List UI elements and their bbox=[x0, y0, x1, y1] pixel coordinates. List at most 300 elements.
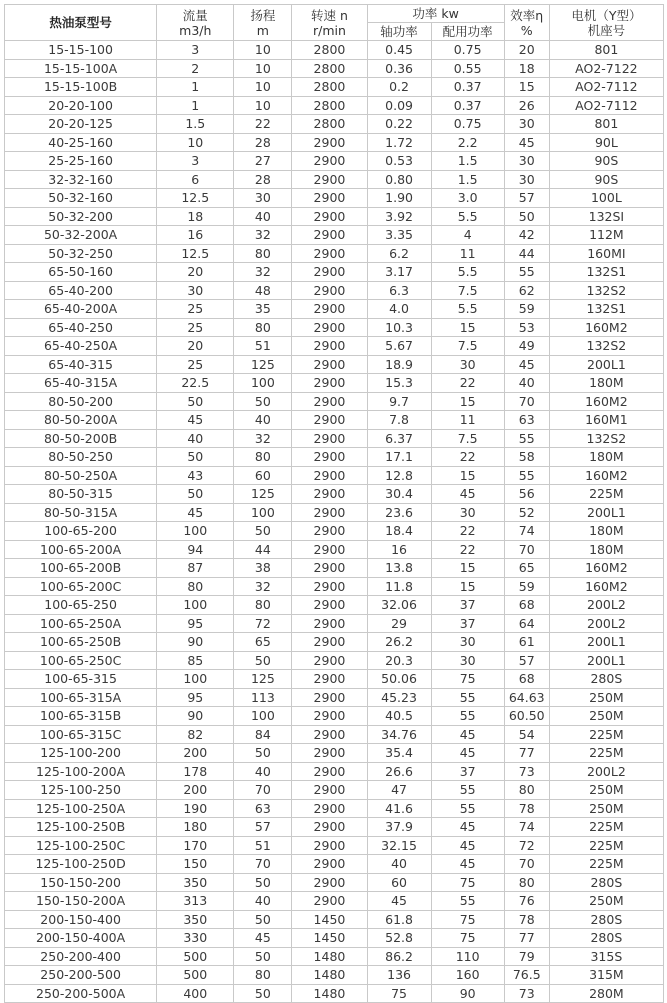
matched-power-cell: 22 bbox=[431, 374, 504, 393]
head-cell: 113 bbox=[234, 688, 292, 707]
shaft-power-cell: 30.4 bbox=[367, 485, 431, 504]
model-cell: 20-20-125 bbox=[5, 115, 157, 134]
table-row bbox=[5, 762, 664, 781]
matched-power-cell: 45 bbox=[431, 744, 504, 763]
matched-power-cell: 15 bbox=[431, 559, 504, 578]
matched-power-cell: 160 bbox=[431, 966, 504, 985]
head-cell: 50 bbox=[234, 873, 292, 892]
head-cell: 80 bbox=[234, 966, 292, 985]
matched-power-cell: 55 bbox=[431, 781, 504, 800]
table-row bbox=[5, 503, 664, 522]
shaft-power-cell: 18.4 bbox=[367, 522, 431, 541]
shaft-power-cell: 13.8 bbox=[367, 559, 431, 578]
shaft-power-cell: 45 bbox=[367, 892, 431, 911]
efficiency-cell: 68 bbox=[504, 670, 549, 689]
shaft-power-cell: 3.92 bbox=[367, 207, 431, 226]
speed-cell: 2900 bbox=[292, 448, 367, 467]
head-cell: 125 bbox=[234, 485, 292, 504]
flow-cell: 45 bbox=[157, 411, 234, 430]
table-row bbox=[5, 411, 664, 430]
efficiency-cell: 62 bbox=[504, 281, 549, 300]
head-cell: 100 bbox=[234, 374, 292, 393]
head-cell: 28 bbox=[234, 170, 292, 189]
motor-frame-cell: 160M2 bbox=[549, 577, 663, 596]
shaft-power-cell: 6.3 bbox=[367, 281, 431, 300]
shaft-power-cell: 11.8 bbox=[367, 577, 431, 596]
motor-frame-cell: 180M bbox=[549, 374, 663, 393]
shaft-power-cell: 0.53 bbox=[367, 152, 431, 171]
efficiency-cell: 65 bbox=[504, 559, 549, 578]
motor-frame-cell: 180M bbox=[549, 448, 663, 467]
table-row bbox=[5, 559, 664, 578]
table-row bbox=[5, 818, 664, 837]
speed-cell: 2900 bbox=[292, 503, 367, 522]
header-flow bbox=[157, 5, 234, 41]
header-efficiency-unit: % bbox=[520, 22, 533, 38]
head-cell: 50 bbox=[234, 984, 292, 1003]
header-shaft-power: 轴功率 bbox=[367, 23, 431, 41]
efficiency-cell: 58 bbox=[504, 448, 549, 467]
efficiency-cell: 57 bbox=[504, 651, 549, 670]
speed-cell: 2900 bbox=[292, 522, 367, 541]
flow-cell: 1.5 bbox=[157, 115, 234, 134]
model-cell: 80-50-315A bbox=[5, 503, 157, 522]
speed-cell: 2900 bbox=[292, 855, 367, 874]
matched-power-cell: 0.55 bbox=[431, 59, 504, 78]
efficiency-cell: 56 bbox=[504, 485, 549, 504]
matched-power-cell: 37 bbox=[431, 596, 504, 615]
flow-cell: 12.5 bbox=[157, 244, 234, 263]
table-row bbox=[5, 263, 664, 282]
speed-cell: 2900 bbox=[292, 540, 367, 559]
efficiency-cell: 15 bbox=[504, 78, 549, 97]
head-cell: 27 bbox=[234, 152, 292, 171]
flow-cell: 94 bbox=[157, 540, 234, 559]
shaft-power-cell: 0.45 bbox=[367, 41, 431, 60]
efficiency-cell: 20 bbox=[504, 41, 549, 60]
matched-power-cell: 37 bbox=[431, 762, 504, 781]
model-cell: 65-40-315 bbox=[5, 355, 157, 374]
speed-cell: 2900 bbox=[292, 818, 367, 837]
efficiency-cell: 30 bbox=[504, 115, 549, 134]
head-cell: 57 bbox=[234, 818, 292, 837]
table-row bbox=[5, 78, 664, 97]
shaft-power-cell: 75 bbox=[367, 984, 431, 1003]
table-row bbox=[5, 374, 664, 393]
header-speed-label: 转速 n bbox=[311, 7, 348, 23]
flow-cell: 1 bbox=[157, 78, 234, 97]
header-flow-label: 流量 bbox=[182, 7, 208, 23]
matched-power-cell: 90 bbox=[431, 984, 504, 1003]
speed-cell: 2800 bbox=[292, 96, 367, 115]
shaft-power-cell: 50.06 bbox=[367, 670, 431, 689]
table-row bbox=[5, 947, 664, 966]
speed-cell: 2900 bbox=[292, 318, 367, 337]
flow-cell: 330 bbox=[157, 929, 234, 948]
model-cell: 125-100-250A bbox=[5, 799, 157, 818]
table-row bbox=[5, 244, 664, 263]
speed-cell: 2900 bbox=[292, 170, 367, 189]
matched-power-cell: 75 bbox=[431, 929, 504, 948]
efficiency-cell: 30 bbox=[504, 170, 549, 189]
table-row bbox=[5, 836, 664, 855]
flow-cell: 350 bbox=[157, 873, 234, 892]
motor-frame-cell: 280S bbox=[549, 873, 663, 892]
model-cell: 100-65-200A bbox=[5, 540, 157, 559]
flow-cell: 16 bbox=[157, 226, 234, 245]
speed-cell: 2900 bbox=[292, 411, 367, 430]
flow-cell: 200 bbox=[157, 781, 234, 800]
head-cell: 44 bbox=[234, 540, 292, 559]
motor-frame-cell: 250M bbox=[549, 892, 663, 911]
speed-cell: 2900 bbox=[292, 614, 367, 633]
shaft-power-cell: 32.15 bbox=[367, 836, 431, 855]
table-row bbox=[5, 133, 664, 152]
table-row bbox=[5, 226, 664, 245]
matched-power-cell: 11 bbox=[431, 244, 504, 263]
speed-cell: 2800 bbox=[292, 41, 367, 60]
model-cell: 50-32-250 bbox=[5, 244, 157, 263]
head-cell: 32 bbox=[234, 577, 292, 596]
speed-cell: 2900 bbox=[292, 781, 367, 800]
speed-cell: 2900 bbox=[292, 189, 367, 208]
flow-cell: 20 bbox=[157, 337, 234, 356]
model-cell: 100-65-315C bbox=[5, 725, 157, 744]
table-row bbox=[5, 688, 664, 707]
table-row bbox=[5, 392, 664, 411]
table-row bbox=[5, 59, 664, 78]
shaft-power-cell: 37.9 bbox=[367, 818, 431, 837]
table-row bbox=[5, 337, 664, 356]
flow-cell: 90 bbox=[157, 633, 234, 652]
head-cell: 22 bbox=[234, 115, 292, 134]
speed-cell: 1480 bbox=[292, 966, 367, 985]
efficiency-cell: 78 bbox=[504, 799, 549, 818]
shaft-power-cell: 0.09 bbox=[367, 96, 431, 115]
motor-frame-cell: 225M bbox=[549, 485, 663, 504]
table-row bbox=[5, 281, 664, 300]
speed-cell: 1480 bbox=[292, 984, 367, 1003]
model-cell: 65-50-160 bbox=[5, 263, 157, 282]
table-row bbox=[5, 781, 664, 800]
matched-power-cell: 15 bbox=[431, 577, 504, 596]
head-cell: 40 bbox=[234, 207, 292, 226]
head-cell: 84 bbox=[234, 725, 292, 744]
motor-frame-cell: 200L1 bbox=[549, 503, 663, 522]
matched-power-cell: 22 bbox=[431, 540, 504, 559]
speed-cell: 2900 bbox=[292, 355, 367, 374]
model-cell: 80-50-250 bbox=[5, 448, 157, 467]
model-cell: 100-65-200B bbox=[5, 559, 157, 578]
head-cell: 60 bbox=[234, 466, 292, 485]
shaft-power-cell: 35.4 bbox=[367, 744, 431, 763]
matched-power-cell: 75 bbox=[431, 873, 504, 892]
motor-frame-cell: 200L1 bbox=[549, 633, 663, 652]
model-cell: 200-150-400A bbox=[5, 929, 157, 948]
head-cell: 45 bbox=[234, 929, 292, 948]
flow-cell: 80 bbox=[157, 577, 234, 596]
efficiency-cell: 55 bbox=[504, 263, 549, 282]
flow-cell: 100 bbox=[157, 522, 234, 541]
shaft-power-cell: 23.6 bbox=[367, 503, 431, 522]
efficiency-cell: 45 bbox=[504, 355, 549, 374]
efficiency-cell: 64.63 bbox=[504, 688, 549, 707]
header-matched-power: 配用功率 bbox=[431, 23, 504, 41]
motor-frame-cell: 250M bbox=[549, 799, 663, 818]
head-cell: 50 bbox=[234, 651, 292, 670]
table-header bbox=[5, 5, 664, 41]
head-cell: 70 bbox=[234, 781, 292, 800]
header-speed-unit: r/min bbox=[312, 22, 346, 38]
header-head-label: 扬程 bbox=[250, 7, 276, 23]
head-cell: 50 bbox=[234, 522, 292, 541]
efficiency-cell: 59 bbox=[504, 300, 549, 319]
speed-cell: 2900 bbox=[292, 725, 367, 744]
speed-cell: 2900 bbox=[292, 429, 367, 448]
efficiency-cell: 80 bbox=[504, 781, 549, 800]
table-row bbox=[5, 855, 664, 874]
matched-power-cell: 30 bbox=[431, 651, 504, 670]
flow-cell: 95 bbox=[157, 614, 234, 633]
table-row bbox=[5, 984, 664, 1003]
table-row bbox=[5, 189, 664, 208]
head-cell: 72 bbox=[234, 614, 292, 633]
matched-power-cell: 45 bbox=[431, 836, 504, 855]
table-row bbox=[5, 929, 664, 948]
flow-cell: 350 bbox=[157, 910, 234, 929]
table-row bbox=[5, 744, 664, 763]
header-motor-label: 电机（Y型） bbox=[571, 7, 642, 23]
header-head-unit: m bbox=[256, 22, 269, 38]
motor-frame-cell: 315S bbox=[549, 947, 663, 966]
speed-cell: 2900 bbox=[292, 873, 367, 892]
matched-power-cell: 0.37 bbox=[431, 78, 504, 97]
shaft-power-cell: 45.23 bbox=[367, 688, 431, 707]
model-cell: 65-40-200A bbox=[5, 300, 157, 319]
matched-power-cell: 5.5 bbox=[431, 263, 504, 282]
motor-frame-cell: AO2-7112 bbox=[549, 78, 663, 97]
efficiency-cell: 70 bbox=[504, 540, 549, 559]
matched-power-cell: 45 bbox=[431, 725, 504, 744]
matched-power-cell: 55 bbox=[431, 799, 504, 818]
matched-power-cell: 75 bbox=[431, 670, 504, 689]
model-cell: 125-100-250 bbox=[5, 781, 157, 800]
flow-cell: 40 bbox=[157, 429, 234, 448]
head-cell: 48 bbox=[234, 281, 292, 300]
model-cell: 15-15-100 bbox=[5, 41, 157, 60]
flow-cell: 500 bbox=[157, 947, 234, 966]
table-row bbox=[5, 577, 664, 596]
flow-cell: 2 bbox=[157, 59, 234, 78]
motor-frame-cell: 280S bbox=[549, 929, 663, 948]
header-power: 功率 kw bbox=[367, 5, 504, 23]
model-cell: 15-15-100A bbox=[5, 59, 157, 78]
model-cell: 65-40-250A bbox=[5, 337, 157, 356]
matched-power-cell: 55 bbox=[431, 707, 504, 726]
model-cell: 65-40-200 bbox=[5, 281, 157, 300]
table-row bbox=[5, 596, 664, 615]
shaft-power-cell: 6.2 bbox=[367, 244, 431, 263]
matched-power-cell: 30 bbox=[431, 633, 504, 652]
head-cell: 125 bbox=[234, 355, 292, 374]
efficiency-cell: 40 bbox=[504, 374, 549, 393]
motor-frame-cell: 132S2 bbox=[549, 429, 663, 448]
table-row bbox=[5, 540, 664, 559]
head-cell: 10 bbox=[234, 59, 292, 78]
motor-frame-cell: 225M bbox=[549, 818, 663, 837]
head-cell: 40 bbox=[234, 411, 292, 430]
efficiency-cell: 60.50 bbox=[504, 707, 549, 726]
shaft-power-cell: 86.2 bbox=[367, 947, 431, 966]
head-cell: 50 bbox=[234, 392, 292, 411]
speed-cell: 2900 bbox=[292, 596, 367, 615]
head-cell: 32 bbox=[234, 263, 292, 282]
motor-frame-cell: 801 bbox=[549, 115, 663, 134]
table-body bbox=[5, 41, 664, 1003]
matched-power-cell: 1.5 bbox=[431, 170, 504, 189]
motor-frame-cell: 280M bbox=[549, 984, 663, 1003]
motor-frame-cell: 132S2 bbox=[549, 281, 663, 300]
flow-cell: 50 bbox=[157, 448, 234, 467]
flow-cell: 50 bbox=[157, 485, 234, 504]
motor-frame-cell: AO2-7112 bbox=[549, 96, 663, 115]
efficiency-cell: 61 bbox=[504, 633, 549, 652]
motor-frame-cell: AO2-7122 bbox=[549, 59, 663, 78]
speed-cell: 2900 bbox=[292, 226, 367, 245]
model-cell: 40-25-160 bbox=[5, 133, 157, 152]
model-cell: 65-40-250 bbox=[5, 318, 157, 337]
table-row bbox=[5, 966, 664, 985]
speed-cell: 2900 bbox=[292, 688, 367, 707]
efficiency-cell: 76.5 bbox=[504, 966, 549, 985]
head-cell: 10 bbox=[234, 96, 292, 115]
motor-frame-cell: 90S bbox=[549, 152, 663, 171]
table-row bbox=[5, 318, 664, 337]
flow-cell: 6 bbox=[157, 170, 234, 189]
motor-frame-cell: 180M bbox=[549, 540, 663, 559]
matched-power-cell: 45 bbox=[431, 855, 504, 874]
table-row bbox=[5, 633, 664, 652]
matched-power-cell: 55 bbox=[431, 892, 504, 911]
header-head bbox=[234, 5, 292, 41]
motor-frame-cell: 225M bbox=[549, 744, 663, 763]
efficiency-cell: 50 bbox=[504, 207, 549, 226]
motor-frame-cell: 315M bbox=[549, 966, 663, 985]
flow-cell: 10 bbox=[157, 133, 234, 152]
head-cell: 100 bbox=[234, 503, 292, 522]
flow-cell: 18 bbox=[157, 207, 234, 226]
matched-power-cell: 55 bbox=[431, 688, 504, 707]
table-row bbox=[5, 614, 664, 633]
efficiency-cell: 77 bbox=[504, 744, 549, 763]
efficiency-cell: 59 bbox=[504, 577, 549, 596]
table-row bbox=[5, 115, 664, 134]
efficiency-cell: 18 bbox=[504, 59, 549, 78]
speed-cell: 2900 bbox=[292, 244, 367, 263]
speed-cell: 2800 bbox=[292, 78, 367, 97]
matched-power-cell: 30 bbox=[431, 355, 504, 374]
flow-cell: 190 bbox=[157, 799, 234, 818]
head-cell: 32 bbox=[234, 429, 292, 448]
shaft-power-cell: 52.8 bbox=[367, 929, 431, 948]
model-cell: 80-50-250A bbox=[5, 466, 157, 485]
motor-frame-cell: 112M bbox=[549, 226, 663, 245]
matched-power-cell: 5.5 bbox=[431, 207, 504, 226]
model-cell: 125-100-200 bbox=[5, 744, 157, 763]
motor-frame-cell: 160M2 bbox=[549, 392, 663, 411]
speed-cell: 2900 bbox=[292, 207, 367, 226]
efficiency-cell: 49 bbox=[504, 337, 549, 356]
efficiency-cell: 68 bbox=[504, 596, 549, 615]
matched-power-cell: 45 bbox=[431, 485, 504, 504]
shaft-power-cell: 12.8 bbox=[367, 466, 431, 485]
model-cell: 15-15-100B bbox=[5, 78, 157, 97]
model-cell: 100-65-250 bbox=[5, 596, 157, 615]
efficiency-cell: 63 bbox=[504, 411, 549, 430]
shaft-power-cell: 15.3 bbox=[367, 374, 431, 393]
efficiency-cell: 74 bbox=[504, 818, 549, 837]
flow-cell: 95 bbox=[157, 688, 234, 707]
shaft-power-cell: 7.8 bbox=[367, 411, 431, 430]
shaft-power-cell: 60 bbox=[367, 873, 431, 892]
shaft-power-cell: 5.67 bbox=[367, 337, 431, 356]
motor-frame-cell: 225M bbox=[549, 855, 663, 874]
table-row bbox=[5, 207, 664, 226]
shaft-power-cell: 32.06 bbox=[367, 596, 431, 615]
head-cell: 10 bbox=[234, 78, 292, 97]
flow-cell: 25 bbox=[157, 355, 234, 374]
efficiency-cell: 55 bbox=[504, 429, 549, 448]
efficiency-cell: 55 bbox=[504, 466, 549, 485]
table-row bbox=[5, 466, 664, 485]
motor-frame-cell: 200L2 bbox=[549, 762, 663, 781]
shaft-power-cell: 20.3 bbox=[367, 651, 431, 670]
model-cell: 250-200-500 bbox=[5, 966, 157, 985]
efficiency-cell: 76 bbox=[504, 892, 549, 911]
model-cell: 250-200-400 bbox=[5, 947, 157, 966]
header-row-1 bbox=[5, 5, 664, 23]
model-cell: 150-150-200A bbox=[5, 892, 157, 911]
head-cell: 38 bbox=[234, 559, 292, 578]
efficiency-cell: 44 bbox=[504, 244, 549, 263]
shaft-power-cell: 0.36 bbox=[367, 59, 431, 78]
head-cell: 50 bbox=[234, 744, 292, 763]
header-efficiency-label: 效率η bbox=[510, 7, 544, 23]
head-cell: 125 bbox=[234, 670, 292, 689]
shaft-power-cell: 34.76 bbox=[367, 725, 431, 744]
head-cell: 63 bbox=[234, 799, 292, 818]
model-cell: 80-50-315 bbox=[5, 485, 157, 504]
shaft-power-cell: 40.5 bbox=[367, 707, 431, 726]
efficiency-cell: 73 bbox=[504, 762, 549, 781]
shaft-power-cell: 10.3 bbox=[367, 318, 431, 337]
motor-frame-cell: 280S bbox=[549, 910, 663, 929]
motor-frame-cell: 132S2 bbox=[549, 337, 663, 356]
efficiency-cell: 42 bbox=[504, 226, 549, 245]
flow-cell: 87 bbox=[157, 559, 234, 578]
speed-cell: 2800 bbox=[292, 115, 367, 134]
efficiency-cell: 52 bbox=[504, 503, 549, 522]
efficiency-cell: 78 bbox=[504, 910, 549, 929]
shaft-power-cell: 26.2 bbox=[367, 633, 431, 652]
matched-power-cell: 110 bbox=[431, 947, 504, 966]
matched-power-cell: 30 bbox=[431, 503, 504, 522]
model-cell: 100-65-315B bbox=[5, 707, 157, 726]
speed-cell: 2800 bbox=[292, 59, 367, 78]
table-row bbox=[5, 651, 664, 670]
model-cell: 80-50-200B bbox=[5, 429, 157, 448]
motor-frame-cell: 225M bbox=[549, 836, 663, 855]
